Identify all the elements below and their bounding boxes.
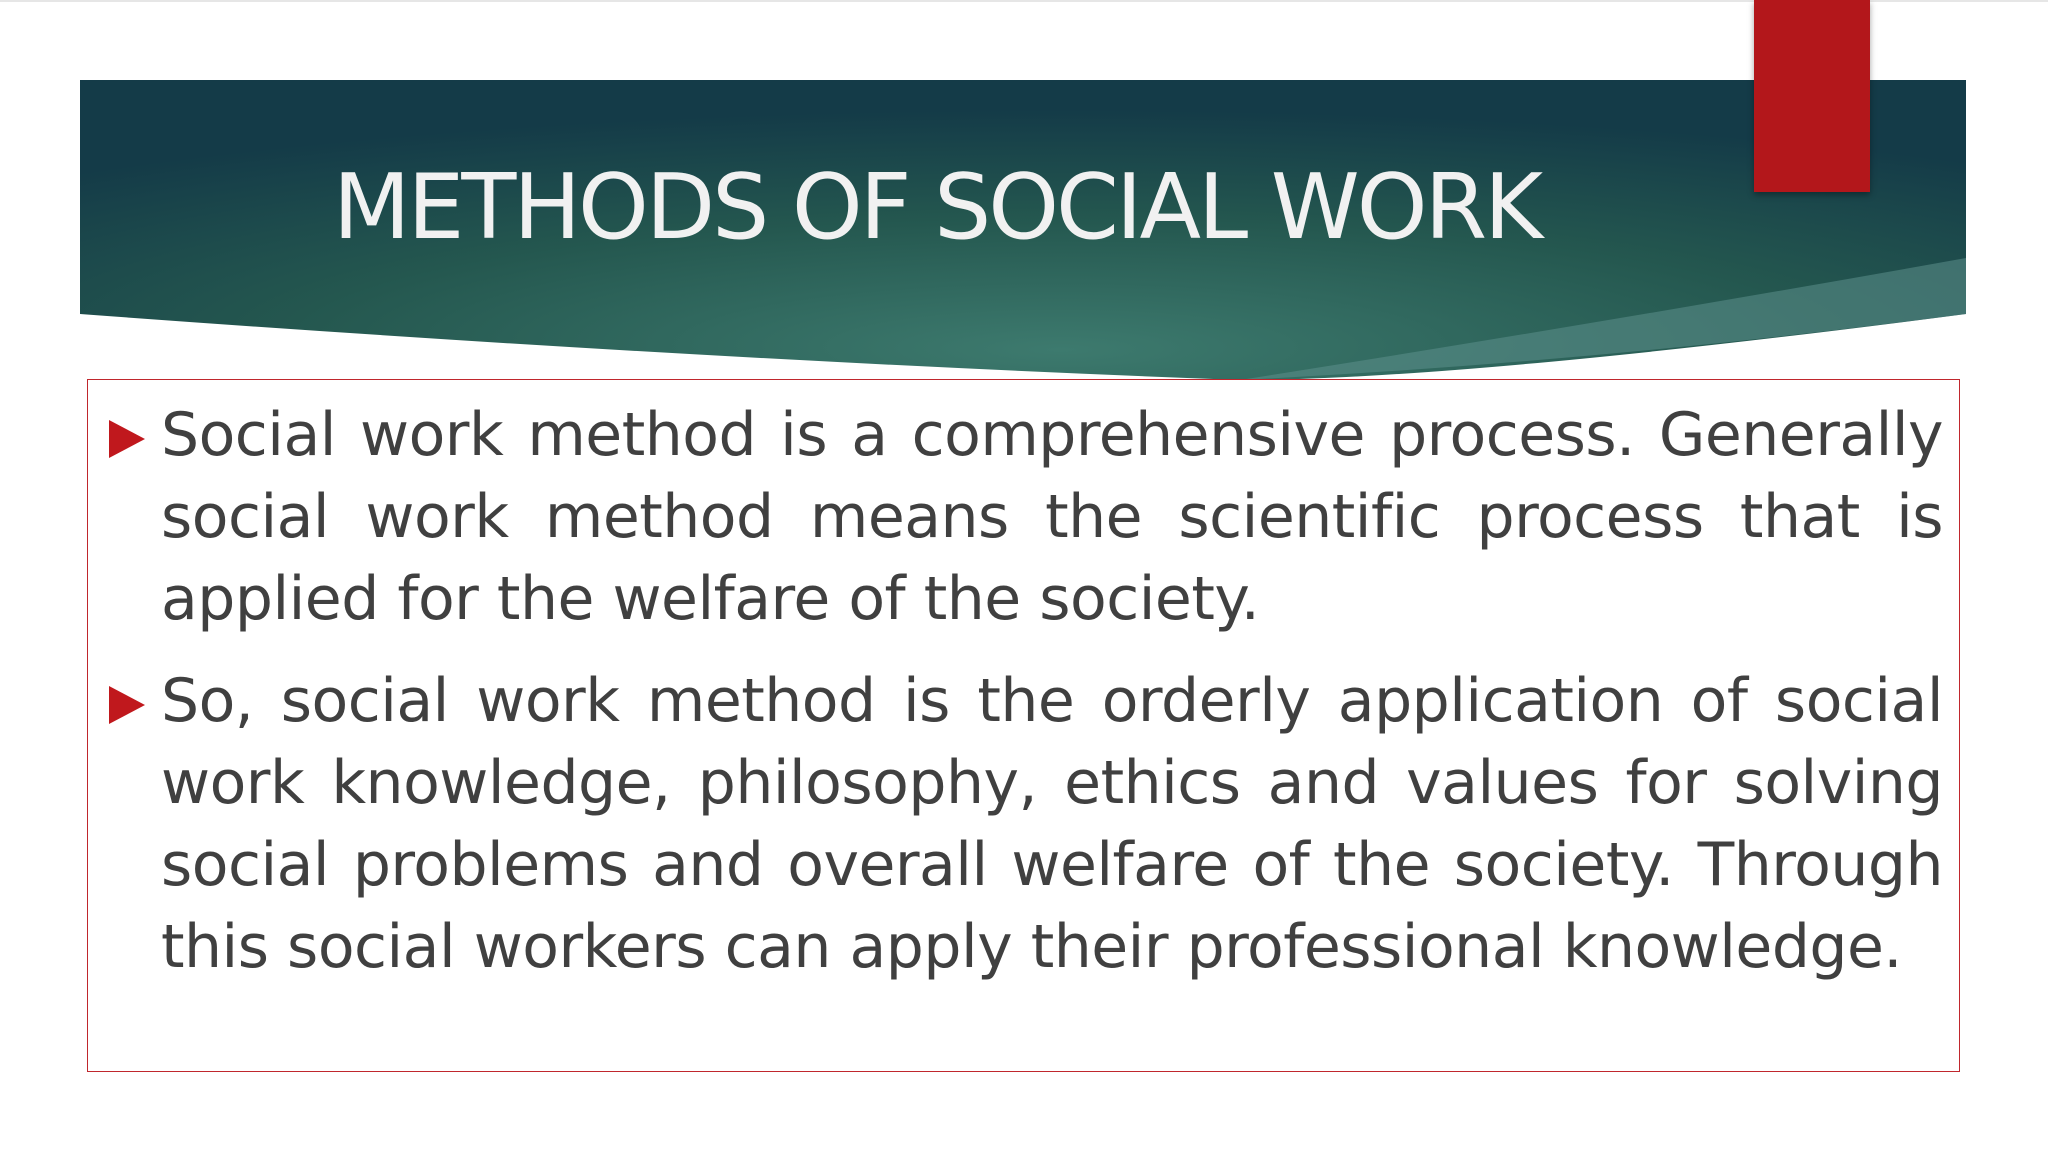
triangle-bullet-icon [109, 420, 145, 458]
bullet-text: So, social work method is the orderly application of social work knowledge, philosophy, ethics and values for solving social problems and overall welfare of the society. Through this social workers can apply their professional knowledge. [161, 666, 1943, 982]
triangle-bullet-icon [109, 686, 145, 724]
slide-title: METHODS OF SOCIAL WORK [332, 155, 1541, 260]
bullet-item [161, 394, 1943, 640]
content-box [87, 379, 1960, 1072]
bullet-text: Social work method is a comprehensive process. Generally social work method means the scientific process that is applied for the welfare of the society. [161, 400, 1943, 634]
bullet-item [161, 660, 1943, 988]
